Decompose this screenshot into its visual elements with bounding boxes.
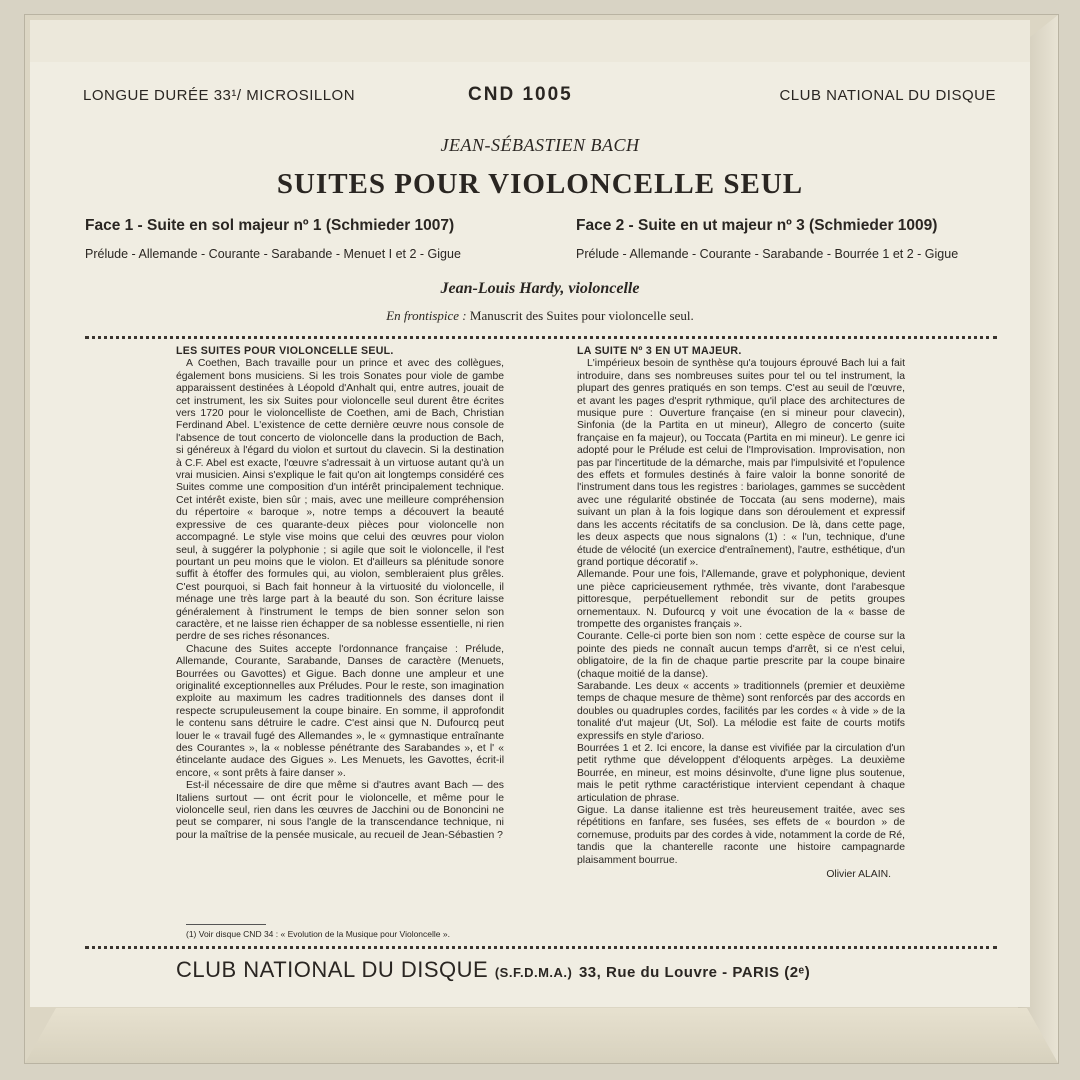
right-paragraph: L'impérieux besoin de synthèse qu'a toujours éprouvé Bach lui a fait introduire, dans ses nombreuses suites pour tel ou tel instrument, la plupart des genres pratiqués en son temps. C'est au seuil de l'œuvre, et avant les pages d'esprit rythmique, qu'il place des architectures de musique pure : Ouverture française (en si mineur pour clavecin), Sinfonia (de la Partita en ut mineur), Allegro de concerto (suite française en fa majeur), ou Toccata (Partita en mi mineur). Le genre ici adopté pour le Prélude est celui de l'Improvisation. Improvisation, non pas par l'incertitude de la démarche, mais par l'impulsivité et l'opulence des effets et formules destinés à faire valoir la bonne sonorité de l'instrument dans tous les registres : bariolages, gammes se succèdent avec une régularité obstinée de Toccata (au sens moderne), mais suivant un plan à la fois logique dans son déroulement et expressif dans les accents récitatifs de sa conclusion. De là, dans cette page, les deux aspects que nous signalons (1) : « l'un, technique, d'une étude de vélocité (un exercice d'entraînement), l'autre, esthétique, d'un grand portique décoratif ». xyxy=(577,358,905,568)
right-paragraph: Bourrées 1 et 2. Ici encore, la danse est vivifiée par la circulation d'un petit rythme que développent d'éloquents arpèges. La deuxième Bourrée, en mineur, est moins désinvolte, d'une ligne plus soutenue, mais le petit rythme caractéristique intervient cependant à chaque articulation de phrase. xyxy=(577,743,905,804)
footer-label-name: CLUB NATIONAL DU DISQUE xyxy=(176,957,489,982)
face2-title: Face 2 - Suite en ut majeur nº 3 (Schmieder 1009) xyxy=(576,217,938,234)
right-paragraph: Sarabande. Les deux « accents » traditionnels (premier et deuxième temps de chaque mesure de thème) sont renforcés par des accords en doubles ou quadruples cordes, facilités par les cordes « à vide » de la tonalité d'ut majeur (Ut, Sol). La mélodie est faite de courts motifs expressifs en style d'arioso. xyxy=(577,680,905,742)
album-title: SUITES POUR VIOLONCELLE SEUL xyxy=(276,168,804,200)
right-column xyxy=(577,345,905,881)
face1-movements: Prélude - Allemande - Courante - Sarabande - Menuet I et 2 - Gigue xyxy=(85,247,461,261)
left-paragraph: A Coethen, Bach travaille pour un prince et avec des collègues, également bons musiciens. Si les trois Sonates pour viole de gambe apparaissent destinées à Léopold d'Anhalt qui, entre autres, jouait de cet instrument, les six Suites pour violoncelle seul durent être écrites vers 1720 pour le violoncelliste de Coethen, ami de Bach, Christian Ferdinand Abel. L'existence de cette dernière œuvre nous console de l'absence de tout concerto de violoncelle dans la production de Bach, si généreux à l'égard du violon et surtout du clavecin. Si la destination à C.F. Abel est exacte, l'œuvre s'adressait à un virtuose autant qu'à un vrai musicien. Ainsi s'explique le fait qu'on ait longtemps considéré ces Suites comme une composition d'un intérêt principalement technique. Cet intérêt existe, bien sûr ; mais, avec une meilleure compréhension du répertoire « baroque », notre temps a découvert la beauté expressive de ces quarante-deux pièces pour violoncelle non accompagné. Le style vise moins que celui des œuvres pour violon seul, à suggérer la polyphonie ; si agile que soit le violoncelle, il l'est pourtant un peu moins que le violon. Et d'ailleurs sa plénitude sonore suffit à étoffer des formules qui, au violon, sembleraient plus grêles. C'est pourquoi, si Bach fait honneur à la virtuosité du violoncelle, il ménage une très large part à la beauté du son. Son écriture laisse généralement à l'instrument le temps de bien sonner selon son caractère, et ne laisse rien échapper de sa noblesse essentielle, ni rien perdre de ses riches résonances. xyxy=(176,358,504,643)
frontispiece-note xyxy=(0,308,1080,324)
author-signature: Olivier ALAIN. xyxy=(826,869,891,881)
sleeve-bottom-flap xyxy=(25,1008,1058,1063)
right-heading: LA SUITE Nº 3 EN UT MAJEUR. xyxy=(577,345,742,357)
footer-address: 33, Rue du Louvre - PARIS (2ᵉ) xyxy=(578,964,811,981)
right-paragraph: Allemande. Pour une fois, l'Allemande, grave et polyphonique, devient une pièce capricieusement rythmée, très vivante, dont l'arabesque pittoresque, perpétuellement rebondit sur de petits groupes ornementaux. N. Dufourcq y voit une évocation de la « basse de trompette des organistes français ». xyxy=(577,569,905,630)
right-paragraph: Courante. Celle-ci porte bien son nom : cette espèce de course sur la pointe des pieds ne connaît aucun temps d'arrêt, si ce n'est celui, obligatoire, de la fin de chaque partie prescrite par la coupe binaire (chaque moitié de la danse). xyxy=(577,631,905,680)
footnote: (1) Voir disque CND 34 : « Evolution de la Musique pour Violoncelle ». xyxy=(186,929,450,939)
dotted-rule-top xyxy=(85,336,997,339)
footnote-rule xyxy=(186,924,266,925)
footer-sfdma: (S.F.D.M.A.) xyxy=(494,965,573,980)
face1-title: Face 1 - Suite en sol majeur nº 1 (Schmieder 1007) xyxy=(85,217,455,234)
left-paragraph: Chacune des Suites accepte l'ordonnance française : Prélude, Allemande, Courante, Sarabande, Danses de caractère (Menuets, Bourrées ou Gavottes) et Gigue. Bach donne une ampleur et une originalité exceptionnelles aux Préludes. Pour le reste, son imagination exploite au maximum les cadres traditionnels des danses dont il respecte scrupuleusement la coupe binaire. En somme, il approfondit le contenu sans détruire le cadre. C'est ainsi que N. Dufourcq peut louer le « travail fugé des Allemandes », le « gymnastique entraînante des Courantes », la « noblesse pénétrante des Sarabandes », et l' « étincelante audace des Gigues ». Les Menuets, les Gavottes, écrit-il encore, « sont prêts à faire danser ». xyxy=(176,643,504,779)
sleeve-top-strip xyxy=(30,20,1030,66)
dotted-rule-bottom xyxy=(85,946,997,949)
right-paragraph: Gigue. La danse italienne est très heureusement traitée, avec ses répétitions en fanfare, ses fusées, ses effets de « bourdon » de cornemuse, produits par des cordes à vide, notamment la corde de Ré, tandis que la chanterelle raconte une histoire campagnarde plaisamment bourrue. xyxy=(577,805,905,866)
face2-movements: Prélude - Allemande - Courante - Sarabande - Bourrée 1 et 2 - Gigue xyxy=(576,247,959,261)
footer xyxy=(176,957,810,983)
format-label: LONGUE DURÉE 33¹/ MICROSILLON xyxy=(83,87,356,104)
frontispiece-text: Manuscrit des Suites pour violoncelle seul. xyxy=(469,308,694,323)
left-heading: LES SUITES POUR VIOLONCELLE SEUL. xyxy=(176,345,394,357)
performer: Jean-Louis Hardy, violoncelle xyxy=(440,280,640,297)
label-name: CLUB NATIONAL DU DISQUE xyxy=(779,87,996,104)
left-column xyxy=(176,345,504,842)
catalog-number: CND 1005 xyxy=(468,84,573,105)
frontispiece-label: En frontispice : xyxy=(386,308,467,323)
left-paragraph: Est-il nécessaire de dire que même si d'autres avant Bach — des Italiens surtout — ont écrit pour le violoncelle, et même pour le violoncelle seul, rien dans les œuvres de Jacchini ou de Bononcini ne peut se comparer, ni sous l'angle de la transcendance technique, ni pour la maîtrise de la pensée musicale, au recueil de Jean-Sébastien ? xyxy=(176,780,504,841)
composer-name: JEAN-SÉBASTIEN BACH xyxy=(440,135,640,155)
